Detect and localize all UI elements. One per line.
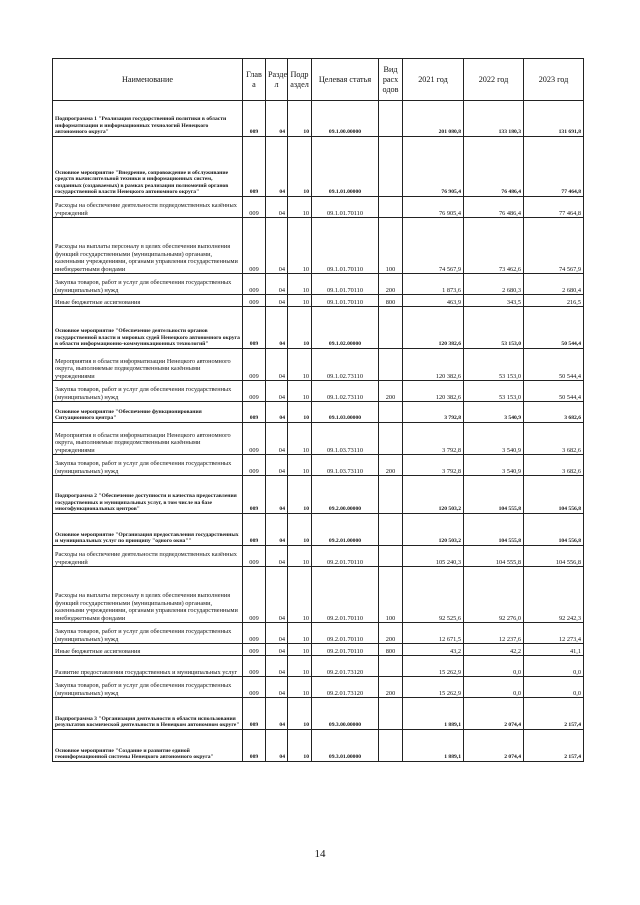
row-2022: 104 555,8 xyxy=(464,546,524,567)
row-glava: 009 xyxy=(243,567,266,623)
row-2023: 77 464,8 xyxy=(524,197,584,218)
row-vid: 100 xyxy=(379,567,403,623)
row-2022: 104 555,8 xyxy=(464,514,524,546)
row-glava: 009 xyxy=(243,295,266,307)
row-article: 09.3.00.00000 xyxy=(312,698,379,730)
row-podrazdel: 10 xyxy=(288,623,312,644)
row-2022: 2 680,3 xyxy=(464,274,524,295)
table-row xyxy=(53,218,584,274)
row-vid xyxy=(379,307,403,349)
row-2021: 76 905,4 xyxy=(403,197,464,218)
row-2023: 77 464,8 xyxy=(524,137,584,197)
row-razdel: 04 xyxy=(266,677,288,698)
row-razdel: 04 xyxy=(266,644,288,656)
row-vid xyxy=(379,546,403,567)
row-2023: 216,5 xyxy=(524,295,584,307)
row-2021: 92 525,6 xyxy=(403,567,464,623)
row-name: Иные бюджетные ассигнования xyxy=(53,295,243,307)
row-vid xyxy=(379,423,403,455)
row-2021: 76 905,4 xyxy=(403,137,464,197)
row-2021: 74 567,9 xyxy=(403,218,464,274)
row-vid: 200 xyxy=(379,274,403,295)
row-vid: 100 xyxy=(379,218,403,274)
row-podrazdel: 10 xyxy=(288,730,312,762)
row-2022: 76 486,4 xyxy=(464,137,524,197)
row-article: 09.2.01.70110 xyxy=(312,623,379,644)
row-razdel: 04 xyxy=(266,698,288,730)
row-razdel: 04 xyxy=(266,423,288,455)
row-2022: 2 074,4 xyxy=(464,730,524,762)
row-glava: 009 xyxy=(243,218,266,274)
row-2023: 92 242,3 xyxy=(524,567,584,623)
row-razdel: 04 xyxy=(266,349,288,381)
row-2023: 2 157,4 xyxy=(524,730,584,762)
row-2022: 73 462,6 xyxy=(464,218,524,274)
row-glava: 009 xyxy=(243,546,266,567)
table-row xyxy=(53,476,584,514)
row-glava: 009 xyxy=(243,677,266,698)
row-2021: 120 503,2 xyxy=(403,514,464,546)
row-article: 09.1.01.00000 xyxy=(312,137,379,197)
row-vid xyxy=(379,730,403,762)
row-name: Развитие предоставления государственных и муниципальных услуг xyxy=(53,656,243,677)
header-2021: 2021 год xyxy=(403,59,464,101)
row-podrazdel: 10 xyxy=(288,381,312,402)
table-row xyxy=(53,656,584,677)
row-2022: 42,2 xyxy=(464,644,524,656)
row-vid xyxy=(379,101,403,137)
row-podrazdel: 10 xyxy=(288,295,312,307)
row-podrazdel: 10 xyxy=(288,514,312,546)
row-razdel: 04 xyxy=(266,274,288,295)
row-glava: 009 xyxy=(243,423,266,455)
row-podrazdel: 10 xyxy=(288,218,312,274)
row-2021: 120 503,2 xyxy=(403,476,464,514)
row-razdel: 04 xyxy=(266,197,288,218)
row-2023: 104 556,8 xyxy=(524,546,584,567)
row-2023: 41,1 xyxy=(524,644,584,656)
budget-table xyxy=(52,58,584,762)
row-razdel: 04 xyxy=(266,307,288,349)
row-razdel: 04 xyxy=(266,295,288,307)
row-razdel: 04 xyxy=(266,101,288,137)
row-2023: 74 567,9 xyxy=(524,218,584,274)
row-podrazdel: 10 xyxy=(288,677,312,698)
row-2022: 76 486,4 xyxy=(464,197,524,218)
row-article: 09.3.01.00000 xyxy=(312,730,379,762)
row-2021: 3 792,8 xyxy=(403,402,464,423)
row-2022: 104 555,8 xyxy=(464,476,524,514)
row-podrazdel: 10 xyxy=(288,644,312,656)
row-2021: 15 262,9 xyxy=(403,656,464,677)
row-vid xyxy=(379,349,403,381)
row-2021: 43,2 xyxy=(403,644,464,656)
header-razdel: Разде л xyxy=(266,59,288,101)
table-row xyxy=(53,644,584,656)
row-2021: 120 382,6 xyxy=(403,349,464,381)
row-2023: 104 556,8 xyxy=(524,514,584,546)
row-glava: 009 xyxy=(243,476,266,514)
row-vid: 200 xyxy=(379,677,403,698)
header-glava: Глав а xyxy=(243,59,266,101)
row-vid: 200 xyxy=(379,381,403,402)
row-2022: 343,5 xyxy=(464,295,524,307)
row-vid xyxy=(379,656,403,677)
row-name: Подпрограмма 2 "Обеспечение доступности и качества предоставления государственных и муниципальных услуг, в том числе на базе многофункциональных центров" xyxy=(53,476,243,514)
row-glava: 009 xyxy=(243,307,266,349)
row-podrazdel: 10 xyxy=(288,698,312,730)
row-article: 09.2.01.70110 xyxy=(312,546,379,567)
row-glava: 009 xyxy=(243,730,266,762)
row-2023: 3 682,6 xyxy=(524,455,584,476)
row-2023: 2 680,4 xyxy=(524,274,584,295)
header-podrazdel: Подр аздел xyxy=(288,59,312,101)
row-name: Закупка товаров, работ и услуг для обеспечения государственных (муниципальных) нужд xyxy=(53,623,243,644)
row-2023: 50 544,4 xyxy=(524,307,584,349)
row-glava: 009 xyxy=(243,274,266,295)
row-name: Закупка товаров, работ и услуг для обеспечения государственных (муниципальных) нужд xyxy=(53,455,243,476)
row-podrazdel: 10 xyxy=(288,274,312,295)
row-podrazdel: 10 xyxy=(288,546,312,567)
row-2022: 53 153,0 xyxy=(464,307,524,349)
table-row xyxy=(53,455,584,476)
row-name: Иные бюджетные ассигнования xyxy=(53,644,243,656)
row-article: 09.2.00.00000 xyxy=(312,476,379,514)
row-article: 09.1.03.73110 xyxy=(312,455,379,476)
row-razdel: 04 xyxy=(266,656,288,677)
row-razdel: 04 xyxy=(266,381,288,402)
row-podrazdel: 10 xyxy=(288,402,312,423)
row-name: Основное мероприятие "Обеспечение функционирования Ситуационного центра" xyxy=(53,402,243,423)
row-podrazdel: 10 xyxy=(288,656,312,677)
table-row xyxy=(53,730,584,762)
table-row xyxy=(53,197,584,218)
row-2021: 120 382,6 xyxy=(403,307,464,349)
header-2022: 2022 год xyxy=(464,59,524,101)
row-razdel: 04 xyxy=(266,476,288,514)
row-vid: 200 xyxy=(379,623,403,644)
table-row xyxy=(53,567,584,623)
row-vid: 800 xyxy=(379,644,403,656)
row-name: Закупка товаров, работ и услуг для обеспечения государственных (муниципальных) нужд xyxy=(53,381,243,402)
table-row xyxy=(53,514,584,546)
row-vid: 200 xyxy=(379,455,403,476)
row-2021: 201 080,8 xyxy=(403,101,464,137)
row-2023: 3 682,6 xyxy=(524,402,584,423)
row-2023: 2 157,4 xyxy=(524,698,584,730)
row-vid xyxy=(379,402,403,423)
row-2021: 1 889,1 xyxy=(403,730,464,762)
row-podrazdel: 10 xyxy=(288,455,312,476)
row-article: 09.1.03.00000 xyxy=(312,402,379,423)
row-name: Основное мероприятие "Внедрение, сопровождение и обслуживание средств вычислительной техники и информационных систем, созданных (создаваемых) в рамках реализации полномочий органов государственной власти Ненецкого автономного округа" xyxy=(53,137,243,197)
row-vid xyxy=(379,476,403,514)
row-vid: 800 xyxy=(379,295,403,307)
row-article: 09.1.02.73110 xyxy=(312,381,379,402)
row-glava: 009 xyxy=(243,656,266,677)
row-name: Мероприятия в области информатизации Ненецкого автономного округа, выполняемые подведомственными казёнными учреждениями xyxy=(53,349,243,381)
row-article: 09.1.01.70110 xyxy=(312,295,379,307)
row-podrazdel: 10 xyxy=(288,197,312,218)
row-2023: 131 691,8 xyxy=(524,101,584,137)
row-name: Основное мероприятие "Обеспечение деятельности органов государственной власти и мировых судей Ненецкого автономного округа в области информационно-коммуникационных технологий" xyxy=(53,307,243,349)
row-vid xyxy=(379,197,403,218)
row-article: 09.2.01.00000 xyxy=(312,514,379,546)
row-name: Подпрограмма 1 "Реализация государственной политики в области информатизации и информационных технологий Ненецкого автономного округа" xyxy=(53,101,243,137)
table-row xyxy=(53,623,584,644)
header-vid: Вид расх одов xyxy=(379,59,403,101)
row-name: Расходы на обеспечение деятельности подведомственных казённых учреждений xyxy=(53,546,243,567)
header-article: Целевая статья xyxy=(312,59,379,101)
table-row xyxy=(53,307,584,349)
row-razdel: 04 xyxy=(266,402,288,423)
row-article: 09.2.01.73120 xyxy=(312,677,379,698)
row-vid xyxy=(379,698,403,730)
row-glava: 009 xyxy=(243,698,266,730)
row-glava: 009 xyxy=(243,455,266,476)
row-2022: 12 237,6 xyxy=(464,623,524,644)
row-razdel: 04 xyxy=(266,137,288,197)
row-glava: 009 xyxy=(243,349,266,381)
row-2023: 0,0 xyxy=(524,656,584,677)
row-2023: 104 556,8 xyxy=(524,476,584,514)
row-2022: 53 153,0 xyxy=(464,381,524,402)
table-row xyxy=(53,101,584,137)
row-article: 09.2.01.73120 xyxy=(312,656,379,677)
row-article: 09.2.01.70110 xyxy=(312,644,379,656)
table-row xyxy=(53,423,584,455)
row-glava: 009 xyxy=(243,381,266,402)
page-number: 14 xyxy=(314,848,326,860)
row-2022: 0,0 xyxy=(464,656,524,677)
row-glava: 009 xyxy=(243,101,266,137)
row-2022: 92 276,0 xyxy=(464,567,524,623)
row-article: 09.1.02.00000 xyxy=(312,307,379,349)
table-body xyxy=(53,101,584,762)
row-article: 09.2.01.70110 xyxy=(312,567,379,623)
row-razdel: 04 xyxy=(266,730,288,762)
row-podrazdel: 10 xyxy=(288,307,312,349)
row-name: Расходы на выплаты персоналу в целях обеспечения выполнения функций государственными (муниципальными) органами, казенными учреждениями, органами управления государственными внебюджетными фондами xyxy=(53,567,243,623)
row-article: 09.1.03.73110 xyxy=(312,423,379,455)
table-row xyxy=(53,546,584,567)
row-2022: 133 180,3 xyxy=(464,101,524,137)
row-glava: 009 xyxy=(243,514,266,546)
table-row xyxy=(53,349,584,381)
row-2021: 1 873,6 xyxy=(403,274,464,295)
row-name: Подпрограмма 3 "Организация деятельности в области использования результатов космической деятельности в Ненецком автономном округе" xyxy=(53,698,243,730)
row-2021: 105 240,3 xyxy=(403,546,464,567)
row-2022: 3 540,9 xyxy=(464,402,524,423)
row-razdel: 04 xyxy=(266,514,288,546)
row-article: 09.1.02.73110 xyxy=(312,349,379,381)
table-row xyxy=(53,381,584,402)
row-2021: 3 792,8 xyxy=(403,455,464,476)
row-glava: 009 xyxy=(243,197,266,218)
table-row xyxy=(53,677,584,698)
row-name: Мероприятия в области информатизации Ненецкого автономного округа, выполняемые подведомственными казёнными учреждениями xyxy=(53,423,243,455)
row-razdel: 04 xyxy=(266,455,288,476)
row-article: 09.1.01.70110 xyxy=(312,274,379,295)
header-name: Наименование xyxy=(53,59,243,101)
row-razdel: 04 xyxy=(266,546,288,567)
row-2022: 3 540,9 xyxy=(464,423,524,455)
row-2023: 0,0 xyxy=(524,677,584,698)
row-glava: 009 xyxy=(243,402,266,423)
row-podrazdel: 10 xyxy=(288,101,312,137)
row-2023: 12 273,4 xyxy=(524,623,584,644)
row-podrazdel: 10 xyxy=(288,567,312,623)
row-vid xyxy=(379,514,403,546)
header-2023: 2023 год xyxy=(524,59,584,101)
row-name: Расходы на выплаты персоналу в целях обеспечения выполнения функций государственными (муниципальными) органами, казенными учреждениями, органами управления государственными внебюджетными фондами xyxy=(53,218,243,274)
row-razdel: 04 xyxy=(266,218,288,274)
table-row xyxy=(53,402,584,423)
row-2021: 463,9 xyxy=(403,295,464,307)
row-2021: 3 792,8 xyxy=(403,423,464,455)
row-2021: 1 889,1 xyxy=(403,698,464,730)
row-2021: 120 382,6 xyxy=(403,381,464,402)
row-vid xyxy=(379,137,403,197)
row-razdel: 04 xyxy=(266,623,288,644)
row-razdel: 04 xyxy=(266,567,288,623)
table-row xyxy=(53,698,584,730)
row-podrazdel: 10 xyxy=(288,137,312,197)
row-2022: 0,0 xyxy=(464,677,524,698)
row-2023: 50 544,4 xyxy=(524,381,584,402)
row-podrazdel: 10 xyxy=(288,349,312,381)
row-name: Основное мероприятие "Создание и развитие единой геоинформационной системы Ненецкого автономного округа" xyxy=(53,730,243,762)
table-row xyxy=(53,274,584,295)
row-article: 09.1.01.70110 xyxy=(312,197,379,218)
row-glava: 009 xyxy=(243,137,266,197)
row-glava: 009 xyxy=(243,644,266,656)
row-name: Закупка товаров, работ и услуг для обеспечения государственных (муниципальных) нужд xyxy=(53,274,243,295)
row-2022: 2 074,4 xyxy=(464,698,524,730)
row-name: Закупка товаров, работ и услуг для обеспечения государственных (муниципальных) нужд xyxy=(53,677,243,698)
row-podrazdel: 10 xyxy=(288,476,312,514)
table-row xyxy=(53,137,584,197)
row-article: 09.1.00.00000 xyxy=(312,101,379,137)
row-name: Основное мероприятие "Организация предоставления государственных и муниципальных услуг по принципу "одного окна"" xyxy=(53,514,243,546)
row-2021: 12 671,5 xyxy=(403,623,464,644)
row-2022: 53 153,0 xyxy=(464,349,524,381)
row-2023: 50 544,4 xyxy=(524,349,584,381)
row-glava: 009 xyxy=(243,623,266,644)
row-2021: 15 262,9 xyxy=(403,677,464,698)
row-2023: 3 682,6 xyxy=(524,423,584,455)
row-podrazdel: 10 xyxy=(288,423,312,455)
row-article: 09.1.01.70110 xyxy=(312,218,379,274)
row-name: Расходы на обеспечение деятельности подведомственных казённых учреждений xyxy=(53,197,243,218)
table-row xyxy=(53,295,584,307)
table-header-row xyxy=(53,59,584,101)
row-2022: 3 540,9 xyxy=(464,455,524,476)
